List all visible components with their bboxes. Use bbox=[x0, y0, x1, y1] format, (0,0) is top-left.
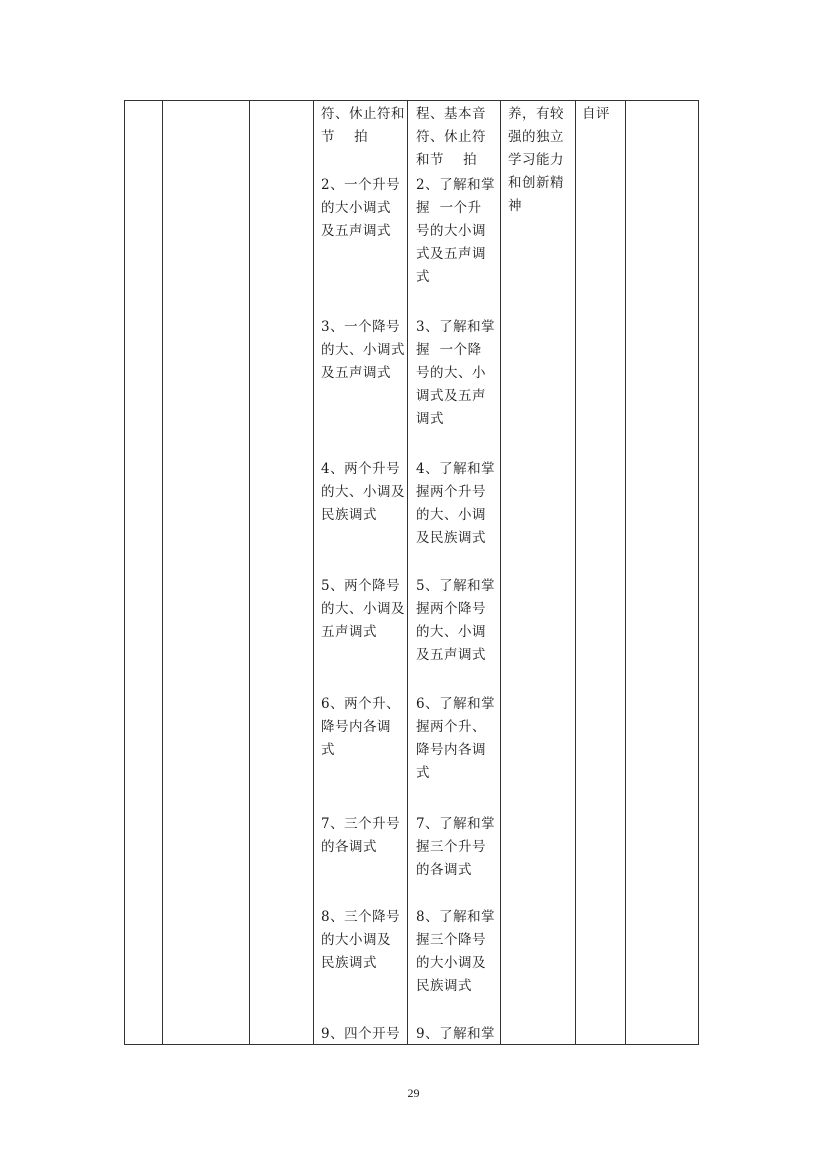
requirement-item: 程、基本音 符、休止符 和节 拍 bbox=[416, 106, 486, 168]
requirement-item: 7、了解和掌 握三个升号 的各调式 bbox=[416, 816, 496, 878]
content-item: 9、四个开号 bbox=[321, 1026, 401, 1042]
content-item: 7、三个升号 的各调式 bbox=[321, 816, 401, 855]
page-number: 29 bbox=[407, 1086, 420, 1100]
content-item: 8、三个降号 的大小调及 民族调式 bbox=[321, 909, 401, 971]
column-divider bbox=[625, 101, 626, 1044]
column-divider bbox=[575, 101, 576, 1044]
column-divider bbox=[500, 101, 501, 1044]
column-divider bbox=[313, 101, 314, 1044]
requirement-item: 9、了解和掌 bbox=[416, 1026, 496, 1042]
requirement-item: 4、了解和掌 握两个升号 的大、小调 及民族调式 bbox=[416, 461, 496, 546]
column-divider bbox=[249, 101, 250, 1044]
syllabus-table bbox=[124, 100, 699, 1045]
content-item: 符、休止符和 节 拍 bbox=[321, 106, 405, 145]
requirement-item: 8、了解和掌 握三个降号 的大小调及 民族调式 bbox=[416, 909, 496, 994]
requirement-item: 5、了解和掌 握两个降号 的大、小调 及五声调式 bbox=[416, 578, 496, 663]
requirement-item: 6、了解和掌 握两个升、 降号内各调 式 bbox=[416, 696, 496, 781]
requirement-item: 2、了解和掌 握 一个升 号的大小调 式及五声调 式 bbox=[416, 177, 496, 285]
goal-column: 养，有较 强的独立 学习能力 和创新精 神 bbox=[508, 106, 564, 214]
content-item: 6、两个升、 降号内各调 式 bbox=[321, 696, 401, 758]
content-item: 5、两个降号 的大、小调及 五声调式 bbox=[321, 578, 405, 640]
content-item: 2、一个升号 的大小调式 及五声调式 bbox=[321, 177, 401, 239]
column-divider bbox=[407, 101, 408, 1044]
column-divider bbox=[162, 101, 163, 1044]
requirement-item: 3、了解和掌 握 一个降 号的大、小 调式及五声 调式 bbox=[416, 319, 496, 427]
assessment-column: 自评 bbox=[582, 106, 610, 122]
content-item: 4、两个升号 的大、小调及 民族调式 bbox=[321, 461, 405, 523]
content-item: 3、一个降号 的大、小调式 及五声调式 bbox=[321, 319, 405, 381]
